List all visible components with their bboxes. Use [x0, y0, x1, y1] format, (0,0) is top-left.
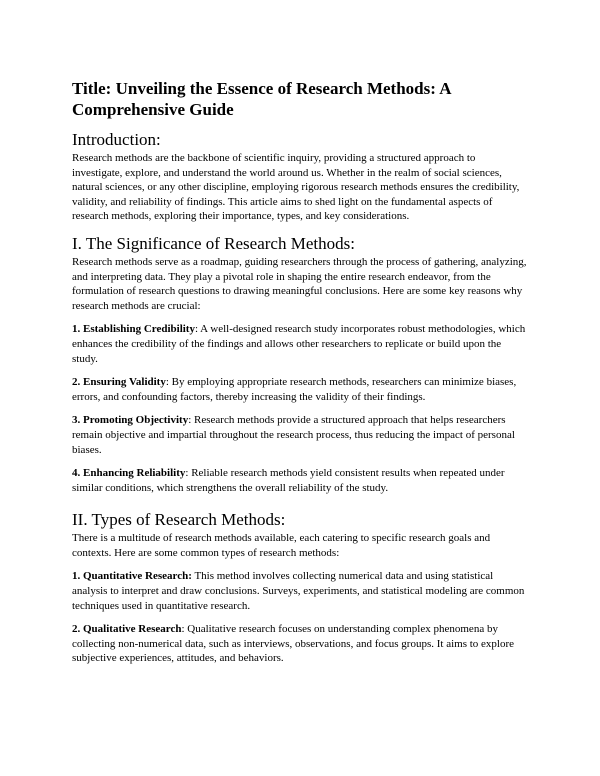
significance-item-objectivity [72, 413, 528, 457]
item-separator: : [194, 323, 201, 336]
item-label: 2. Ensuring Validity [72, 376, 166, 389]
item-separator: : [185, 467, 192, 480]
significance-item-reliability [72, 466, 528, 495]
significance-item-validity [72, 375, 528, 404]
item-text: Qualitative research focuses on understanding complex phenomena by collecting non-numerical data, such as interviews, observations, and focus groups. It aims to explore subjective experiences, attitudes, and behaviors. [72, 623, 515, 665]
introduction-heading: Introduction: [72, 130, 161, 149]
introduction-paragraph: Research methods are the backbone of scientific inquiry, providing a structured approach to investigate, explore, and understand the world around us. Whether in the realm of social sciences, natural sciences, or any other discipline, employing rigorous research methods ensures the credibility, validity, and reliability of findings. This article aims to shed light on the fundamental aspects of research methods, exploring their importance, types, and key considerations. [72, 152, 520, 223]
item-label: 3. Promoting Objectivity [72, 414, 189, 427]
item-text: By employing appropriate research methods, researchers can minimize biases, errors, and confounding factors, thereby increasing the validity of their findings. [72, 376, 517, 403]
item-separator: : [188, 414, 195, 427]
item-text: Reliable research methods yield consistent results when repeated under similar conditions, which strengthens the overall reliability of the study. [72, 467, 505, 494]
types-heading: II. Types of Research Methods: [72, 510, 286, 530]
types-item-qualitative [72, 622, 528, 666]
types-item-quantitative [72, 569, 528, 613]
item-label: 4. Enhancing Reliability [72, 467, 186, 480]
item-separator: : [181, 623, 188, 636]
significance-paragraph: Research methods serve as a roadmap, guiding researchers through the process of gathering, analyzing, and interpreting data. They play a pivotal role in shaping the entire research endeavor, from the formulation of research questions to drawing meaningful conclusions. Here are some key reasons why research methods are crucial: [72, 255, 527, 312]
types-paragraph: There is a multitude of research methods available, each catering to specific research goals and contexts. Here are some common types of research methods: [72, 532, 491, 559]
item-label: 2. Qualitative Research [72, 623, 182, 636]
item-text: This method involves collecting numerical data and using statistical analysis to interpret and draw conclusions. Surveys, experiments, and statistical modeling are common techniques used in quantitative research. [72, 570, 525, 612]
introduction-section [72, 130, 528, 224]
significance-heading: I. The Significance of Research Methods: [72, 233, 355, 253]
item-label: 1. Quantitative Research: [72, 570, 192, 583]
item-text: A well-designed research study incorporates robust methodologies, which enhances the credibility of the findings and allows other researchers to replicate or build upon the study. [72, 323, 526, 365]
significance-section [72, 234, 528, 495]
item-text: Research methods provide a structured approach that helps researchers remain objective and impartial throughout the research process, thus reducing the impact of personal biases. [72, 414, 515, 456]
types-section [72, 510, 528, 666]
item-separator: : [165, 376, 172, 389]
item-label: 1. Establishing Credibility [72, 323, 195, 336]
document-title: Title: Unveiling the Essence of Research Methods: A Comprehensive Guide [72, 79, 451, 119]
significance-item-credibility [72, 322, 528, 366]
